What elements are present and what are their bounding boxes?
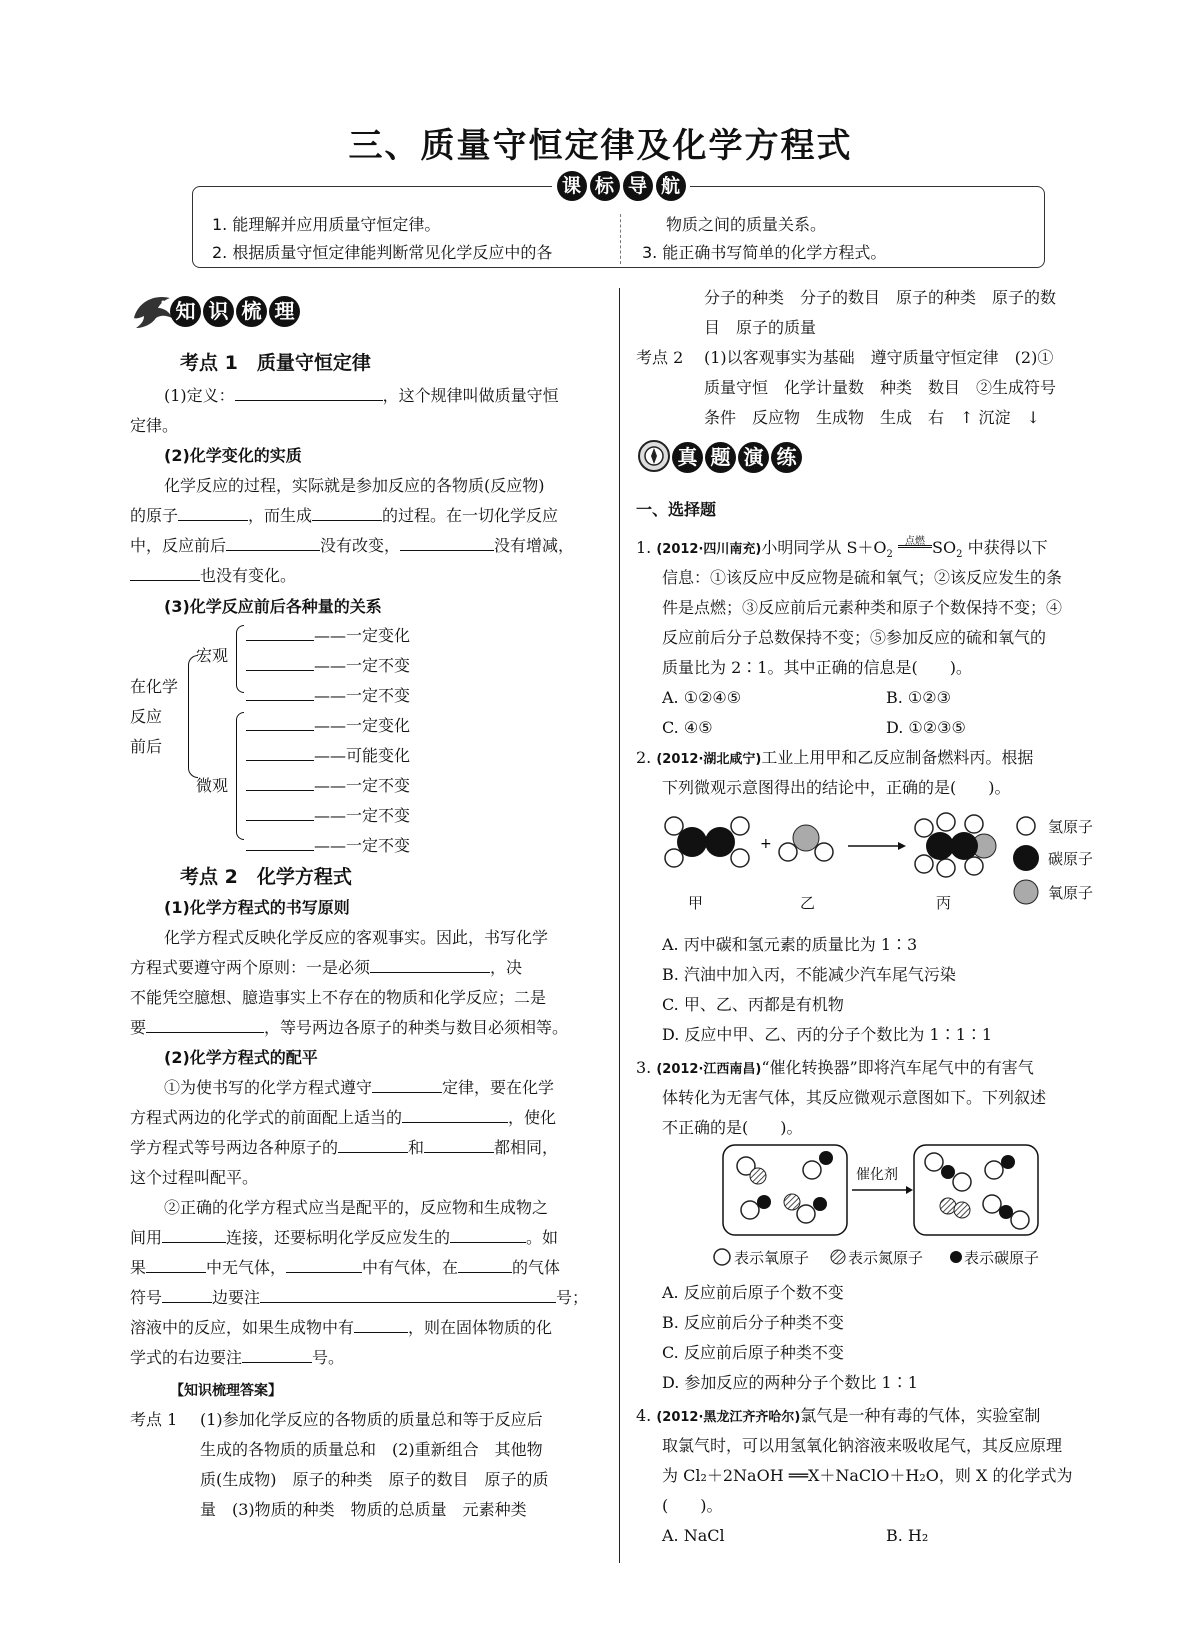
- question-2-line-1: 2. (2012·湖北咸宁)工业上用甲和乙反应制备燃料丙。根据: [636, 748, 1034, 767]
- answers-kp2-label: 考点 2: [636, 348, 684, 367]
- correct-line-4: 符号 边要注 号；: [130, 1282, 588, 1313]
- legend-carbon-atom: 表示碳原子: [964, 1249, 1040, 1267]
- root-brace: [188, 655, 198, 778]
- page-title: 三、质量守恒定律及化学方程式: [348, 126, 853, 166]
- nav-item-3: 3. 能正确书写简单的化学方程式。: [642, 243, 887, 262]
- q2-molecule-diagram: [662, 808, 1002, 903]
- correct-line-1: ②正确的化学方程式应当是配平的，反应物和生成物之: [164, 1198, 549, 1217]
- badge-char: 真: [672, 442, 703, 473]
- macro-label: 宏观: [196, 646, 229, 665]
- answers-kp1-label: 考点 1: [130, 1410, 178, 1429]
- option-b[interactable]: B. H₂: [886, 1526, 929, 1545]
- answers-r-line-1: 分子的种类 分子的数目 原子的种类 原子的数: [704, 288, 1057, 307]
- column-divider: [619, 288, 620, 1563]
- legend-hydrogen: 氢原子: [1048, 818, 1094, 836]
- kp2-heading: 考点 2 化学方程式: [180, 866, 352, 888]
- badge-char: 标: [590, 171, 620, 201]
- micro-item: ——一定变化: [246, 710, 410, 741]
- option-a[interactable]: A. ①②④⑤: [662, 688, 742, 707]
- answers-heading: 【知识梳理答案】: [170, 1383, 282, 1399]
- correct-line-2: 间用 连接，还要标明化学反应发生的 。如: [130, 1222, 558, 1253]
- question-1-line-2: 信息：①该反应中反应物是硫和氧气；②该反应发生的条: [662, 568, 1063, 587]
- question-1-line-1: 1. (2012·四川南充)小明同学从 $S+O_2$ 点燃 $SO_2$ 中获得以下: [636, 536, 1048, 561]
- badge-char: 识: [203, 296, 234, 327]
- answers-r-line-3: (1)以客观事实为基础 遵守质量守恒定律 (2)①: [704, 348, 1054, 367]
- correct-line-5: 溶液中的反应，如果生成物中有 ，则在固体物质的化: [130, 1312, 552, 1343]
- choice-section-heading: 一、选择题: [636, 500, 717, 519]
- answers-line-2: 生成的各物质的质量总和 (2)重新组合 其他物: [200, 1440, 543, 1459]
- answers-line-1: (1)参加化学反应的各物质的质量总和等于反应后: [200, 1410, 543, 1429]
- option-c[interactable]: C. 甲、乙、丙都是有机物: [662, 995, 844, 1014]
- correct-line-3: 果 中无气体， 中有气体，在 的气体: [130, 1252, 560, 1283]
- balance-line-1: ①为使书写的化学方程式遵守 定律，要在化学: [164, 1072, 554, 1103]
- balance-line-4: 这个过程叫配平。: [130, 1168, 259, 1187]
- option-c[interactable]: C. 反应前后原子种类不变: [662, 1343, 844, 1362]
- macro-item: ——一定不变: [246, 650, 410, 681]
- badge-char: 课: [557, 171, 587, 201]
- question-3-line-3: 不正确的是( )。: [662, 1118, 803, 1137]
- option-b[interactable]: B. ①②③: [886, 688, 951, 707]
- badge-char: 知: [170, 296, 201, 327]
- answers-r-line-2: 目 原子的质量: [704, 318, 817, 337]
- question-1-line-4: 反应前后分子总数保持不变；⑤参加反应的硫和氧气的: [662, 628, 1047, 647]
- nav-item-1: 1. 能理解并应用质量守恒定律。: [212, 215, 441, 234]
- answers-r-line-5: 条件 反应物 生成物 生成 右 ↑ 沉淀 ↓: [704, 408, 1040, 427]
- question-1-line-3: 件是点燃；③反应前后元素种类和原子个数保持不变；④: [662, 598, 1063, 617]
- badge-char: 梳: [236, 296, 267, 327]
- question-4-line-1: 4. (2012·黑龙江齐齐哈尔)氯气是一种有毒的气体，实验室制: [636, 1406, 1041, 1425]
- legend-oxygen-atom: 表示氧原子: [734, 1249, 810, 1267]
- principle-line-1: 化学方程式反映化学反应的客观事实。因此，书写化学: [164, 928, 549, 947]
- micro-item: ——一定不变: [246, 800, 410, 831]
- badge-char: 理: [269, 296, 300, 327]
- micro-item: ——一定不变: [246, 830, 410, 861]
- question-1-line-5: 质量比为 2∶1。其中正确的信息是( )。: [662, 658, 972, 677]
- question-3-line-1: 3. (2012·江西南昌)“催化转换器”即将汽车尾气中的有害气: [636, 1058, 1034, 1077]
- nav-item-2-cont: 物质之间的质量关系。: [666, 215, 827, 234]
- macro-brace: [236, 625, 244, 693]
- principle-line-4: 要 ，等号两边各原子的种类与数目必须相等。: [130, 1012, 568, 1043]
- molecule-label-bing: 丙: [936, 894, 952, 912]
- macro-item: ——一定变化: [246, 620, 410, 651]
- option-b[interactable]: B. 反应前后分子种类不变: [662, 1313, 844, 1332]
- legend-carbon: 碳原子: [1048, 850, 1094, 868]
- option-d[interactable]: D. ①②③⑤: [886, 718, 966, 737]
- micro-label: 微观: [196, 776, 229, 795]
- option-c[interactable]: C. ④⑤: [662, 718, 713, 737]
- badge-char: 题: [705, 442, 736, 473]
- macro-item: ——一定不变: [246, 680, 410, 711]
- question-3-line-2: 体转化为无害气体，其反应微观示意图如下。下列叙述: [662, 1088, 1047, 1107]
- micro-item: ——一定不变: [246, 770, 410, 801]
- answers-line-3: 质(生成物) 原子的种类 原子的数目 原子的质: [200, 1470, 549, 1489]
- catalyst-label: 催化剂: [856, 1167, 898, 1183]
- option-a[interactable]: A. 反应前后原子个数不变: [662, 1283, 844, 1302]
- definition-line: (1)定义： ，这个规律叫做质量守恒: [164, 380, 559, 411]
- curriculum-nav-badge: [552, 171, 690, 205]
- essence-line-4: 也没有变化。: [130, 560, 296, 591]
- molecule-label-yi: 乙: [800, 894, 816, 912]
- micro-item: ——可能变化: [246, 740, 410, 771]
- essence-line-2: 的原子 ，而生成 的过程。在一切化学反应: [130, 500, 558, 531]
- q3-legend: [712, 1246, 1072, 1268]
- subheading-essence: (2)化学变化的实质: [164, 446, 302, 465]
- micro-brace: [236, 712, 244, 840]
- option-a[interactable]: A. NaCl: [662, 1526, 725, 1545]
- definition-line-2: 定律。: [130, 416, 179, 435]
- option-a[interactable]: A. 丙中碳和氢元素的质量比为 1∶3: [662, 935, 918, 954]
- compass-icon: [636, 438, 672, 479]
- legend-oxygen: 氧原子: [1048, 884, 1094, 902]
- balance-line-3: 学方程式等号两边各种原子的 和 都相同，: [130, 1132, 558, 1163]
- question-4-line-3: 为 Cl₂＋2NaOH ══X＋NaClO＋H₂O，则 X 的化学式为: [662, 1466, 1073, 1485]
- option-b[interactable]: B. 汽油中加入丙，不能减少汽车尾气污染: [662, 965, 956, 984]
- principle-line-2: 方程式要遵守两个原则：一是必须 ，决: [130, 952, 522, 983]
- tree-root-label: 在化学 反应 前后: [130, 677, 179, 756]
- balance-line-2: 方程式两边的化学式的前面配上适当的 ，使化: [130, 1102, 556, 1133]
- question-4-line-2: 取氯气时，可以用氢氧化钠溶液来吸收尾气，其反应原理: [662, 1436, 1063, 1455]
- badge-char: 航: [656, 171, 686, 201]
- badge-char: 导: [623, 171, 653, 201]
- answers-line-4: 量 (3)物质的种类 物质的总质量 元素种类: [200, 1500, 527, 1519]
- subheading-principle: (1)化学方程式的书写原则: [164, 898, 350, 917]
- badge-char: 练: [771, 442, 802, 473]
- essence-line-3: 中，反应前后 没有改变， 没有增减，: [130, 530, 574, 561]
- essence-line-1: 化学反应的过程，实际就是参加反应的各物质(反应物): [164, 476, 545, 495]
- legend-nitrogen-atom: 表示氮原子: [848, 1249, 924, 1267]
- knowledge-section-badge: [170, 296, 300, 327]
- nav-divider: [620, 214, 621, 264]
- badge-char: 演: [738, 442, 769, 473]
- kp1-heading: 考点 1 质量守恒定律: [180, 352, 371, 374]
- correct-line-6: 学式的右边要注 号。: [130, 1342, 344, 1373]
- molecule-label-jia: 甲: [688, 894, 704, 912]
- option-d[interactable]: D. 参加反应的两种分子个数比 1∶1: [662, 1373, 918, 1392]
- svg-text:+: +: [760, 836, 772, 852]
- subheading-relation: (3)化学反应前后各种量的关系: [164, 597, 382, 616]
- subheading-balance: (2)化学方程式的配平: [164, 1048, 318, 1067]
- q3-reaction-diagram: [722, 1144, 1042, 1243]
- question-4-line-4: ( )。: [662, 1496, 723, 1515]
- nav-item-2: 2. 根据质量守恒定律能判断常见化学反应中的各: [212, 243, 553, 262]
- practice-section-badge: [672, 442, 802, 473]
- answers-r-line-4: 质量守恒 化学计量数 种类 数目 ②生成符号: [704, 378, 1057, 397]
- principle-line-3: 不能凭空臆想、臆造事实上不存在的物质和化学反应；二是: [130, 988, 547, 1007]
- question-2-line-2: 下列微观示意图得出的结论中，正确的是( )。: [662, 778, 1011, 797]
- option-d[interactable]: D. 反应中甲、乙、丙的分子个数比为 1∶1∶1: [662, 1025, 993, 1044]
